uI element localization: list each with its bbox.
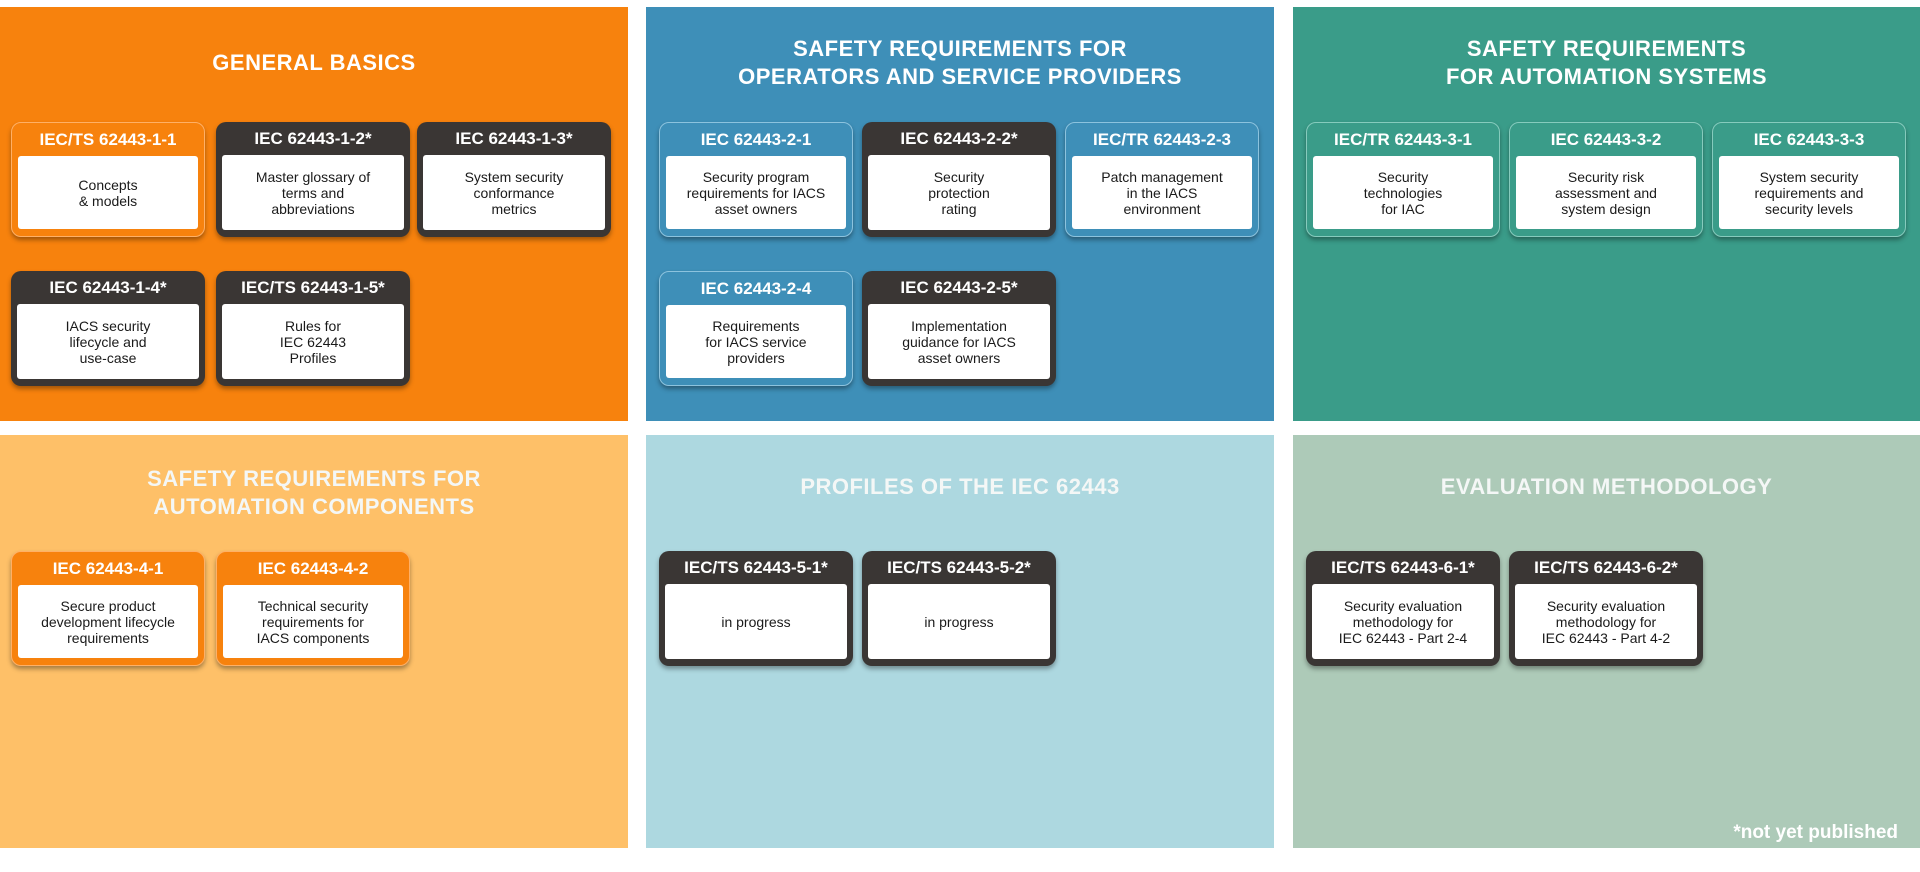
card-description: Patch management in the IACS environment [1072, 156, 1252, 229]
panel-automation-systems [1293, 7, 1920, 421]
panel-profiles [646, 435, 1274, 848]
card-id: IEC/TR 62443-2-3 [1093, 130, 1231, 149]
card-id: IEC 62443-4-1 [52, 559, 164, 578]
panel-title: SAFETY REQUIREMENTS FOR AUTOMATION COMPONENTS [147, 466, 481, 519]
panel-title: SAFETY REQUIREMENTS FOR OPERATORS AND SERVICE PROVIDERS [738, 36, 1182, 89]
card-description: System security requirements and security levels [1719, 156, 1899, 229]
card-id: IEC 62443-2-2* [900, 129, 1018, 148]
panel-evaluation-methodology [1293, 435, 1920, 848]
card-iec-ts-62443-1-5[interactable] [216, 271, 410, 386]
card-description: Security protection rating [868, 155, 1050, 230]
card-iec-ts-62443-5-2[interactable] [862, 551, 1056, 666]
panel-title: EVALUATION METHODOLOGY [1440, 474, 1773, 499]
card-iec-62443-4-2[interactable] [216, 551, 410, 666]
card-description: IACS security lifecycle and use-case [17, 304, 199, 379]
card-id: IEC/TS 62443-1-5* [241, 278, 385, 297]
card-id: IEC 62443-1-4* [49, 278, 167, 297]
card-description: Technical security requirements for IACS components [223, 585, 403, 658]
card-iec-ts-62443-6-2[interactable] [1509, 551, 1703, 666]
card-description: Security program requirements for IACS asset owners [666, 156, 846, 229]
card-id: IEC/TS 62443-6-1* [1331, 558, 1475, 577]
card-description: in progress [665, 584, 847, 659]
card-iec-tr-62443-2-3[interactable] [1065, 122, 1259, 237]
panel-operators-service-providers [646, 7, 1274, 421]
card-iec-62443-2-2[interactable] [862, 122, 1056, 237]
card-iec-ts-62443-6-1[interactable] [1306, 551, 1500, 666]
card-iec-62443-1-4[interactable] [11, 271, 205, 386]
panel-automation-components [0, 435, 628, 848]
card-id: IEC 62443-1-3* [455, 129, 573, 148]
card-iec-62443-2-1[interactable] [659, 122, 853, 237]
panel-general-basics [0, 7, 628, 421]
card-description: Security evaluation methodology for IEC 62443 - Part 4-2 [1515, 584, 1697, 659]
card-iec-62443-4-1[interactable] [11, 551, 205, 666]
card-description: Security technologies for IAC [1313, 156, 1493, 229]
panel-title: SAFETY REQUIREMENTS FOR AUTOMATION SYSTEMS [1445, 36, 1768, 89]
card-id: IEC 62443-3-2 [1550, 130, 1662, 149]
card-description: Security risk assessment and system design [1516, 156, 1696, 229]
card-description: Master glossary of terms and abbreviations [222, 155, 404, 230]
card-description: Requirements for IACS service providers [666, 305, 846, 378]
panel-title: GENERAL BASICS [212, 50, 416, 75]
card-id: IEC 62443-4-2 [257, 559, 369, 578]
card-iec-62443-2-4[interactable] [659, 271, 853, 386]
card-id: IEC/TS 62443-5-1* [684, 558, 828, 577]
card-iec-62443-1-2[interactable] [216, 122, 410, 237]
card-description: Concepts & models [18, 156, 198, 229]
card-description: Implementation guidance for IACS asset owners [868, 304, 1050, 379]
card-id: IEC 62443-2-1 [700, 130, 812, 149]
card-iec-62443-2-5[interactable] [862, 271, 1056, 386]
card-id: IEC/TS 62443-6-2* [1534, 558, 1678, 577]
card-description: in progress [868, 584, 1050, 659]
card-id: IEC/TS 62443-5-2* [887, 558, 1031, 577]
card-iec-ts-62443-5-1[interactable] [659, 551, 853, 666]
card-id: IEC 62443-2-4 [700, 279, 812, 298]
card-iec-ts-62443-1-1[interactable] [11, 122, 205, 237]
card-iec-62443-3-2[interactable] [1509, 122, 1703, 237]
card-description: System security conformance metrics [423, 155, 605, 230]
card-description: Rules for IEC 62443 Profiles [222, 304, 404, 379]
card-id: IEC/TR 62443-3-1 [1334, 130, 1472, 149]
card-id: IEC 62443-2-5* [900, 278, 1018, 297]
card-id: IEC 62443-3-3 [1753, 130, 1865, 149]
card-iec-tr-62443-3-1[interactable] [1306, 122, 1500, 237]
card-id: IEC 62443-1-2* [254, 129, 372, 148]
card-iec-62443-3-3[interactable] [1712, 122, 1906, 237]
card-description: Secure product development lifecycle requirements [18, 585, 198, 658]
panel-title: PROFILES OF THE IEC 62443 [800, 474, 1120, 499]
card-iec-62443-1-3[interactable] [417, 122, 611, 237]
card-description: Security evaluation methodology for IEC 62443 - Part 2-4 [1312, 584, 1494, 659]
footnote-not-yet-published: *not yet published [1733, 822, 1898, 843]
card-id: IEC/TS 62443-1-1 [39, 130, 177, 149]
